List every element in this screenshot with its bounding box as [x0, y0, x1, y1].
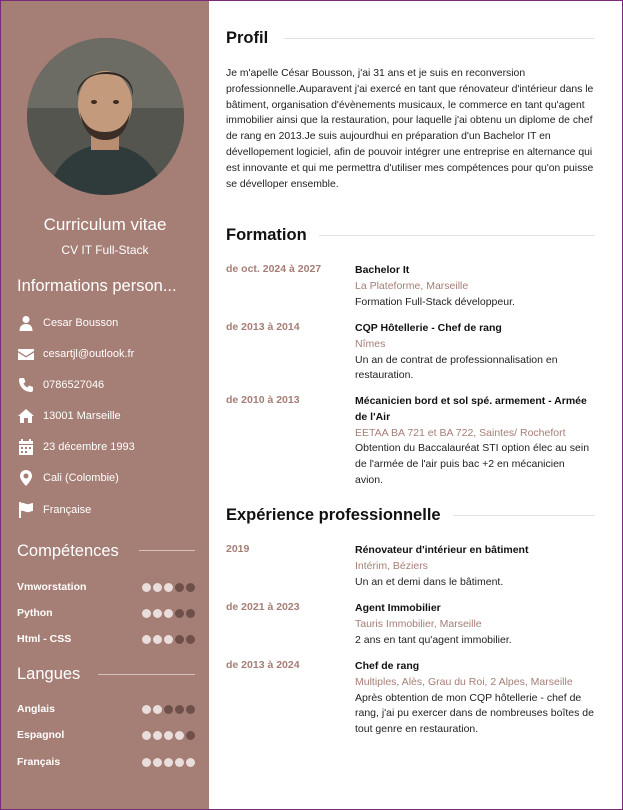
- profil-divider: [284, 38, 595, 39]
- entry-title: Chef de rang: [355, 660, 420, 672]
- rating-dot-filled: [153, 705, 162, 714]
- info-text: Cesar Bousson: [43, 317, 119, 329]
- calendar-icon: [17, 439, 35, 455]
- languages-divider: [98, 674, 195, 675]
- info-text: Française: [43, 504, 92, 516]
- rating-dot-filled: [153, 758, 162, 767]
- cv-title: Curriculum vitae: [43, 215, 167, 234]
- rating-dot-filled: [164, 609, 173, 618]
- entry-date: 2019: [226, 543, 250, 555]
- rating-dot-empty: [175, 635, 184, 644]
- entry-title: Agent Immobilier: [355, 602, 441, 614]
- entry-place: Intérim, Béziers: [355, 559, 428, 572]
- entry-place: EETAA BA 721 et BA 722, Saintes/ Rochefort: [355, 426, 566, 439]
- entry-place: Nîmes: [355, 337, 386, 350]
- entry-date: de 2013 à 2014: [226, 321, 300, 333]
- info-text: 23 décembre 1993: [43, 441, 135, 453]
- info-address: [17, 407, 121, 425]
- rating-dot-filled: [175, 731, 184, 740]
- user-icon: [17, 315, 35, 331]
- info-birthplace: [17, 469, 119, 487]
- flag-icon: [17, 502, 35, 518]
- entry-date: de 2013 à 2024: [226, 659, 300, 671]
- phone-icon: [17, 377, 35, 393]
- language-level: [142, 758, 195, 767]
- skill-row: [17, 606, 195, 620]
- info-heading: Informations person...: [17, 277, 177, 295]
- skills-divider: [139, 550, 195, 551]
- formation-divider: [319, 235, 595, 236]
- rating-dot-filled: [164, 758, 173, 767]
- rating-dot-filled: [164, 635, 173, 644]
- language-name: Français: [17, 756, 61, 768]
- info-text: 13001 Marseille: [43, 410, 121, 422]
- entry-title: CQP Hôtellerie - Chef de rang: [355, 322, 502, 334]
- language-row: [17, 702, 195, 716]
- skill-name: Html - CSS: [17, 633, 72, 645]
- rating-dot-empty: [164, 705, 173, 714]
- rating-dot-empty: [186, 609, 195, 618]
- map-pin-icon: [17, 470, 35, 486]
- skill-name: Vmworstation: [17, 581, 87, 593]
- profil-heading: Profil: [226, 29, 269, 47]
- skill-row: [17, 632, 195, 646]
- profile-photo: [27, 38, 184, 195]
- rating-dot-filled: [164, 583, 173, 592]
- info-nationality: [17, 501, 91, 519]
- entry-desc: Un an de contrat de professionnalisation en restauration.: [355, 353, 558, 382]
- entry-desc: Formation Full-Stack développeur.: [355, 295, 515, 308]
- rating-dot-empty: [186, 731, 195, 740]
- entry-date: de oct. 2024 à 2027: [226, 263, 322, 275]
- language-level: [142, 705, 195, 714]
- entry-title: Bachelor It: [355, 264, 410, 276]
- rating-dot-empty: [175, 609, 184, 618]
- rating-dot-empty: [186, 635, 195, 644]
- rating-dot-filled: [142, 758, 151, 767]
- rating-dot-filled: [186, 758, 195, 767]
- entry-date: de 2021 à 2023: [226, 601, 300, 613]
- home-icon: [17, 408, 35, 424]
- experience-divider: [453, 515, 595, 516]
- entry-date: de 2010 à 2013: [226, 394, 300, 406]
- skills-heading: Compétences: [17, 542, 119, 560]
- entry-desc: Un an et demi dans le bâtiment.: [355, 575, 504, 588]
- rating-dot-filled: [175, 758, 184, 767]
- language-level: [142, 731, 195, 740]
- language-name: Espagnol: [17, 729, 65, 741]
- rating-dot-empty: [175, 705, 184, 714]
- rating-dot-filled: [142, 635, 151, 644]
- envelope-icon: [17, 346, 35, 362]
- info-birthdate: [17, 438, 135, 456]
- skill-level: [142, 635, 195, 644]
- info-text: cesartjl@outlook.fr: [43, 348, 135, 360]
- rating-dot-empty: [186, 705, 195, 714]
- rating-dot-filled: [153, 583, 162, 592]
- info-email[interactable]: [17, 345, 134, 363]
- main-content: [209, 1, 623, 810]
- entry-desc: Obtention du Baccalauréat STI option élec au sein de l'armée de l'air puis bac +2 en mécanicien avion.: [355, 442, 590, 486]
- rating-dot-filled: [153, 731, 162, 740]
- entry-title: Mécanicien bord et sol spé. armement - Armée de l'Air: [355, 395, 587, 423]
- rating-dot-filled: [164, 731, 173, 740]
- rating-dot-filled: [142, 609, 151, 618]
- entry-desc: Après obtention de mon CQP hôtellerie - chef de rang, j'ai pu exercer dans de nombreuses boîtes de tout genre en restauration.: [355, 691, 594, 736]
- skill-level: [142, 609, 195, 618]
- entry-place: Tauris Immobilier, Marseille: [355, 617, 482, 630]
- rating-dot-empty: [175, 583, 184, 592]
- entry-place: Multiples, Alès, Grau du Roi, 2 Alpes, Marseille: [355, 675, 573, 688]
- languages-heading: Langues: [17, 665, 81, 683]
- info-phone[interactable]: [17, 376, 104, 394]
- rating-dot-filled: [153, 635, 162, 644]
- rating-dot-filled: [142, 705, 151, 714]
- info-name: [17, 314, 118, 332]
- info-text: 0786527046: [43, 379, 105, 391]
- skill-row: [17, 580, 195, 594]
- rating-dot-empty: [186, 583, 195, 592]
- cv-subtitle: CV IT Full-Stack: [61, 243, 149, 257]
- rating-dot-filled: [142, 731, 151, 740]
- avatar: [27, 38, 184, 195]
- profil-text: Je m'apelle César Bousson, j'ai 31 ans et je suis en reconversion professionnelle.Auparavent j'ai exercé en tant que rénovateur d'intérieur dans le bâtiment, organisation d'évènements musicaux, le commerce en tant qu'agent immobilier ainsi que la restauration, pour laquelle j'ai obtenu un diplome de chef de rang en 2013.Je suis aujourdhui en préparation d'un Bachelor IT en dévellopement logiciel, afin de pouvoir intégrer une entreprise en alternance qui est innovante et qui me permettra d'utiliser mes compétences pour qu'on puisse se dévelloper ensemble.: [226, 68, 594, 190]
- experience-heading: Expérience professionnelle: [226, 506, 441, 524]
- rating-dot-filled: [153, 609, 162, 618]
- entry-title: Rénovateur d'intérieur en bâtiment: [355, 544, 529, 556]
- info-text: Cali (Colombie): [43, 472, 119, 484]
- entry-desc: 2 ans en tant qu'agent immobilier.: [355, 633, 512, 646]
- formation-heading: Formation: [226, 226, 307, 244]
- language-name: Anglais: [17, 703, 55, 715]
- sidebar: [1, 1, 209, 810]
- skill-level: [142, 583, 195, 592]
- entry-place: La Plateforme, Marseille: [355, 279, 469, 292]
- skill-name: Python: [17, 607, 53, 619]
- rating-dot-filled: [142, 583, 151, 592]
- language-row: [17, 755, 195, 769]
- language-row: [17, 728, 195, 742]
